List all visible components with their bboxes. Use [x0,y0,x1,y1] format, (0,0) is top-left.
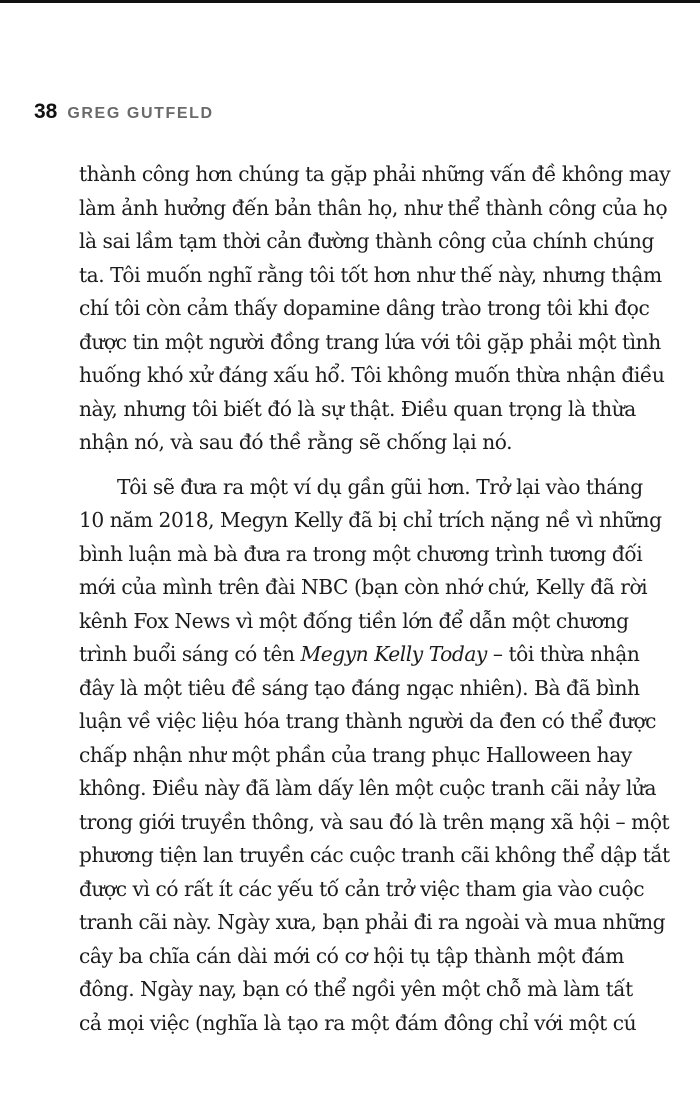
text-line: đây là một tiêu đề sáng tạo đáng ngạc nhiên). Bà đã bình [79,675,640,700]
text-line: nhận nó, và sau đó thề rằng sẽ chống lại nó. [79,430,513,454]
page-number: 38 [34,100,58,123]
text-line: tranh cãi này. Ngày xưa, bạn phải đi ra ngoài và mua những [79,910,666,934]
text-line: kênh Fox News vì một đống tiền lớn để dẫn một chương [79,608,629,633]
text-line: chí tôi còn cảm thấy dopamine dâng trào trong tôi khi đọc [79,296,650,320]
text-line: đông. Ngày nay, bạn có thể ngồi yên một chỗ mà làm tất [79,977,633,1001]
paragraph-2 [79,471,670,1041]
text-line: mới của mình trên đài NBC (bạn còn nhớ chứ, Kelly đã rời [79,575,648,599]
text-line: phương tiện lan truyền các cuộc tranh cãi không thể dập tắt [79,843,670,867]
text-line: cây ba chĩa cán dài mới có cơ hội tụ tập thành một đám [79,943,624,968]
text-line: làm ảnh hưởng đến bản thân họ, như thể thành công của họ [79,195,668,220]
text-segment: trình buổi sáng có tên [79,642,301,666]
text-line: cả mọi việc (nghĩa là tạo ra một đám đông chỉ với một cú [79,1010,637,1035]
text-line: huống khó xử đáng xấu hổ. Tôi không muốn thừa nhận điều [79,363,665,387]
text-line: ta. Tôi muốn nghĩ rằng tôi tốt hơn như thế này, nhưng thậm [79,262,662,287]
text-line: này, nhưng tôi biết đó là sự thật. Điều quan trọng là thừa [79,396,636,421]
text-line: không. Điều này đã làm dấy lên một cuộc tranh cãi nảy lửa [79,776,657,800]
text-line: 10 năm 2018, Megyn Kelly đã bị chỉ trích nặng nề vì những [79,508,662,532]
italic-show-title: Megyn Kelly Today [300,642,487,666]
text-line: được vì có rất ít các yếu tố cản trở việc tham gia vào cuộc [79,876,645,901]
running-head [34,100,214,126]
text-line: bình luận mà bà đưa ra trong một chương trình tương đối [79,541,643,566]
top-border-rule [0,0,700,3]
text-line: là sai lầm tạm thời cản đường thành công của chính chúng [79,229,654,253]
text-line: luận về việc liệu hóa trang thành người da đen có thể được [79,709,657,733]
text-line: được tin một người đồng trang lứa với tôi gặp phải một tình [79,329,661,354]
text-line: chấp nhận như một phần của trang phục Halloween hay [79,742,632,767]
paragraph-1 [79,158,671,460]
text-segment: – tôi thừa nhận [486,642,640,666]
text-line: thành công hơn chúng ta gặp phải những vấn đề không may [79,162,671,186]
text-line: Tôi sẽ đưa ra một ví dụ gần gũi hơn. Trở lại vào tháng [117,474,643,499]
text-line: trong giới truyền thông, và sau đó là trên mạng xã hội – một [79,809,670,834]
body-text [79,158,671,1040]
running-title: GREG GUTFELD [67,105,214,122]
text-line-with-italic [79,638,640,672]
